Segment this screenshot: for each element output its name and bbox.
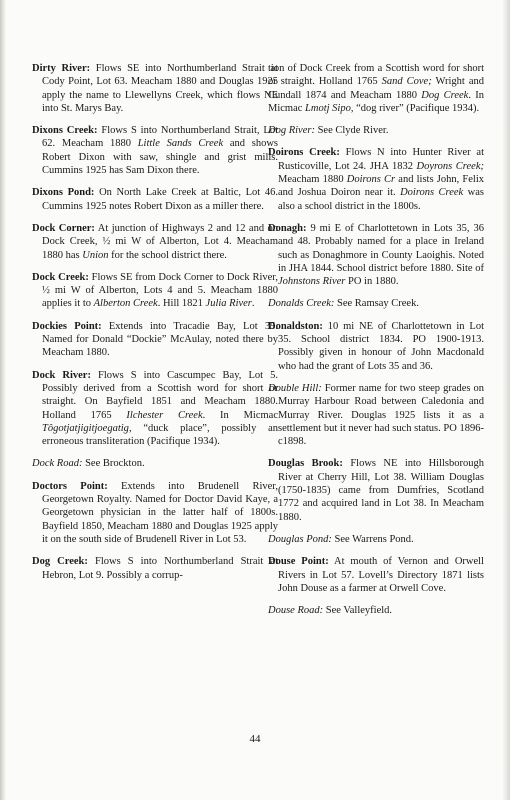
- entry-headword: Douglas Brook:: [268, 458, 343, 470]
- entry-text: Flows S into Cascumpec Bay, Lot 5. Possibly derived from a Scottish word for short or straight. On Bayfield 1851 and Meacham 1880. Holland 1765: [42, 369, 278, 421]
- entry-headword: Donagh:: [268, 222, 307, 234]
- entry-text: Former name for two steep grades on Murray Harbour Road between Caledonia and Murray River. Douglas 1925 lists it as a settlement but it never had such status. PO 1896-c1898.: [278, 382, 484, 448]
- entry-cross-reference: Douse Road:: [268, 605, 324, 617]
- entry-text: . In Micmac: [268, 89, 485, 114]
- entry-text: and shows Robert Dixon with saw, shingle and grist mills. Cummins 1925 has Sam Dixon there.: [42, 138, 279, 177]
- entry-text: Meacham 1880: [278, 174, 347, 186]
- entry-headword: Doirons Creek:: [268, 147, 340, 159]
- page-binding-shadow: [0, 0, 6, 800]
- italic-name: Alberton Creek: [93, 298, 158, 310]
- gazetteer-entry: [268, 457, 484, 523]
- italic-name: Ilchester Creek: [126, 409, 203, 421]
- entry-text: Flows S into Northumberland Strait, Lot 62. Meacham 1880: [42, 125, 279, 150]
- gazetteer-entry: [32, 369, 278, 449]
- right-column: [268, 62, 484, 626]
- italic-name: Doyrons Creek;: [416, 160, 484, 172]
- gazetteer-entry: [268, 320, 484, 373]
- italic-name: Tôgotjatjigitjoegatig: [42, 422, 129, 434]
- entry-cross-reference: Donalds Creek:: [268, 298, 335, 310]
- entry-text: Flows SE from Dock Corner to Dock River, ½ mi W of Alberton, Lots 4 and 5. Meacham 1880 applies it to: [42, 271, 279, 310]
- entry-text: See Warrens Pond.: [331, 533, 414, 545]
- entry-cross-reference: Double Hill:: [268, 382, 322, 394]
- italic-name: Sand Cove;: [381, 76, 432, 88]
- gazetteer-entry: [268, 146, 484, 212]
- entry-headword: Dockies Point:: [32, 320, 102, 332]
- entry-text: Flows S into Northumberland Strait at Hebron, Lot 9. Possibly a corrup-: [42, 556, 279, 581]
- entry-text: At mouth of Vernon and Orwell Rivers in Lot 57. Lovell’s Directory 1871 lists John Douse as a farmer at Orwell Cove.: [278, 556, 484, 594]
- gazetteer-entry: [32, 124, 278, 177]
- entry-text: 9 mi E of Charlottetown in Lots 35, 36 and 48. Probably named for a place in Ireland such as Donaghmore in County Laoighis. Noted in JHA 1844. School district before 1880. Site of: [278, 222, 484, 274]
- entry-headword: Dock Creek:: [32, 271, 89, 283]
- entry-text: for the school district there.: [108, 249, 227, 261]
- entry-headword: Dixons Creek:: [32, 125, 98, 137]
- entry-text: . Hill 1821: [157, 298, 206, 310]
- gazetteer-entry: [32, 480, 278, 546]
- entry-text: .: [251, 298, 255, 310]
- entry-text: On North Lake Creek at Baltic, Lot 46. Cummins 1925 notes Robert Dixon as a miller there.: [42, 187, 278, 212]
- gazetteer-entry: [268, 124, 484, 137]
- entry-headword: Douse Point:: [268, 556, 329, 568]
- entry-text: and lists John, Felix and Joshua Doiron near it.: [278, 174, 484, 199]
- entry-headword: Dixons Pond:: [32, 187, 95, 199]
- entry-text: Flows N into Hunter River at Rusticoville, Lot 24. JHA 1832: [278, 147, 485, 172]
- entry-text: PO in 1880.: [345, 276, 399, 288]
- entry-text: . In Micmac: [202, 409, 279, 421]
- gazetteer-entry: [32, 320, 278, 360]
- gazetteer-entry: [268, 555, 484, 595]
- entry-text: Extends into Brudenell River, Georgetown Royalty. Named for Doctor David Kaye, a Georgetown physician in the latter half of 1800s. Bayfield 1850, Meacham 1880 and Douglas 1925 apply it on the south side of Brudenell River in Lot 53.: [42, 480, 278, 545]
- italic-name: Little Sands Creek: [137, 138, 224, 150]
- gazetteer-entry: [32, 555, 278, 582]
- entry-text: Extends into Tracadie Bay, Lot 35. Named for Donald “Dockie” McAulay, noted there by Meacham 1880.: [42, 320, 278, 359]
- italic-name: Doirons Creek: [400, 187, 464, 199]
- gazetteer-entry: [32, 186, 278, 213]
- gazetteer-entry: [32, 222, 278, 262]
- gazetteer-entry: [268, 382, 484, 448]
- entry-text: See Clyde River.: [314, 125, 389, 137]
- entry-headword: Dock Corner:: [32, 222, 95, 234]
- gazetteer-entry: [32, 62, 278, 115]
- entry-text: See Brockton.: [82, 458, 145, 470]
- italic-name: Doirons Cr: [346, 174, 396, 186]
- entry-headword: Dirty River:: [32, 63, 91, 74]
- entry-text: Wright and Cundall 1874 and Meacham 1880: [268, 76, 484, 101]
- gazetteer-entry: [32, 271, 278, 311]
- gazetteer-entry: [268, 297, 484, 310]
- entry-text: , “dog river” (Pacifique 1934).: [350, 102, 480, 114]
- entry-text: See Valleyfield.: [323, 605, 393, 617]
- entry-headword: Dock River:: [32, 369, 91, 381]
- entry-headword: Dog Creek:: [32, 556, 88, 568]
- entry-text: tion of Dock Creek from a Scottish word for short or straight. Holland 1765: [268, 63, 484, 88]
- page-edge: [502, 0, 510, 800]
- italic-name: Dog Creek: [421, 89, 469, 101]
- gazetteer-entry: [268, 222, 484, 288]
- entry-text: was also a school district in the 1800s.: [278, 187, 484, 212]
- left-column: [32, 62, 278, 591]
- entry-cross-reference: Dock Road:: [32, 458, 83, 470]
- entry-headword: Donaldston:: [268, 320, 323, 332]
- entry-text: At junction of Highways 2 and 12 and on Dock Creek, ½ mi W of Alberton, Lot 4. Meacham 1880 has: [42, 222, 279, 261]
- entry-headword: Doctors Point:: [32, 480, 108, 492]
- italic-name: Union: [82, 249, 109, 261]
- entry-cross-reference: Douglas Pond:: [268, 533, 332, 545]
- italic-name: Julia River: [205, 298, 252, 310]
- entry-cross-reference: Dog River:: [268, 125, 315, 137]
- gazetteer-entry: [268, 533, 484, 546]
- entry-text: , “duck place”, possibly an erroneous transliteration (Pacifique 1934).: [42, 422, 278, 448]
- page-number: 44: [249, 733, 261, 745]
- gazetteer-entry: [32, 457, 278, 470]
- entry-text: See Ramsay Creek.: [334, 298, 419, 310]
- entry-text: 10 mi NE of Charlottetown in Lot 35. School district 1834. PO 1900-1913. Possibly given in honour of John Macdonald who had the grant of Lots 35 and 36.: [278, 320, 484, 372]
- entry-text: Flows NE into Hillsborough River at Cherry Hill, Lot 38. William Douglas (1750-1835) came from Dumfries, Scotland 1772 and acquired land in Lot 38. In Meacham 1880.: [278, 458, 484, 523]
- italic-name: Lmotj Sipo: [305, 102, 351, 114]
- italic-name: Johnstons River: [278, 276, 346, 288]
- gazetteer-entry: [268, 604, 484, 617]
- entry-text: Flows SE into Northumberland Strait at Cody Point, Lot 63. Meacham 1880 and Douglas 1925 apply the name to Llewellyns Creek, which flows NE into St. Marys Bay.: [42, 63, 278, 114]
- gazetteer-entry-continuation: [268, 62, 484, 115]
